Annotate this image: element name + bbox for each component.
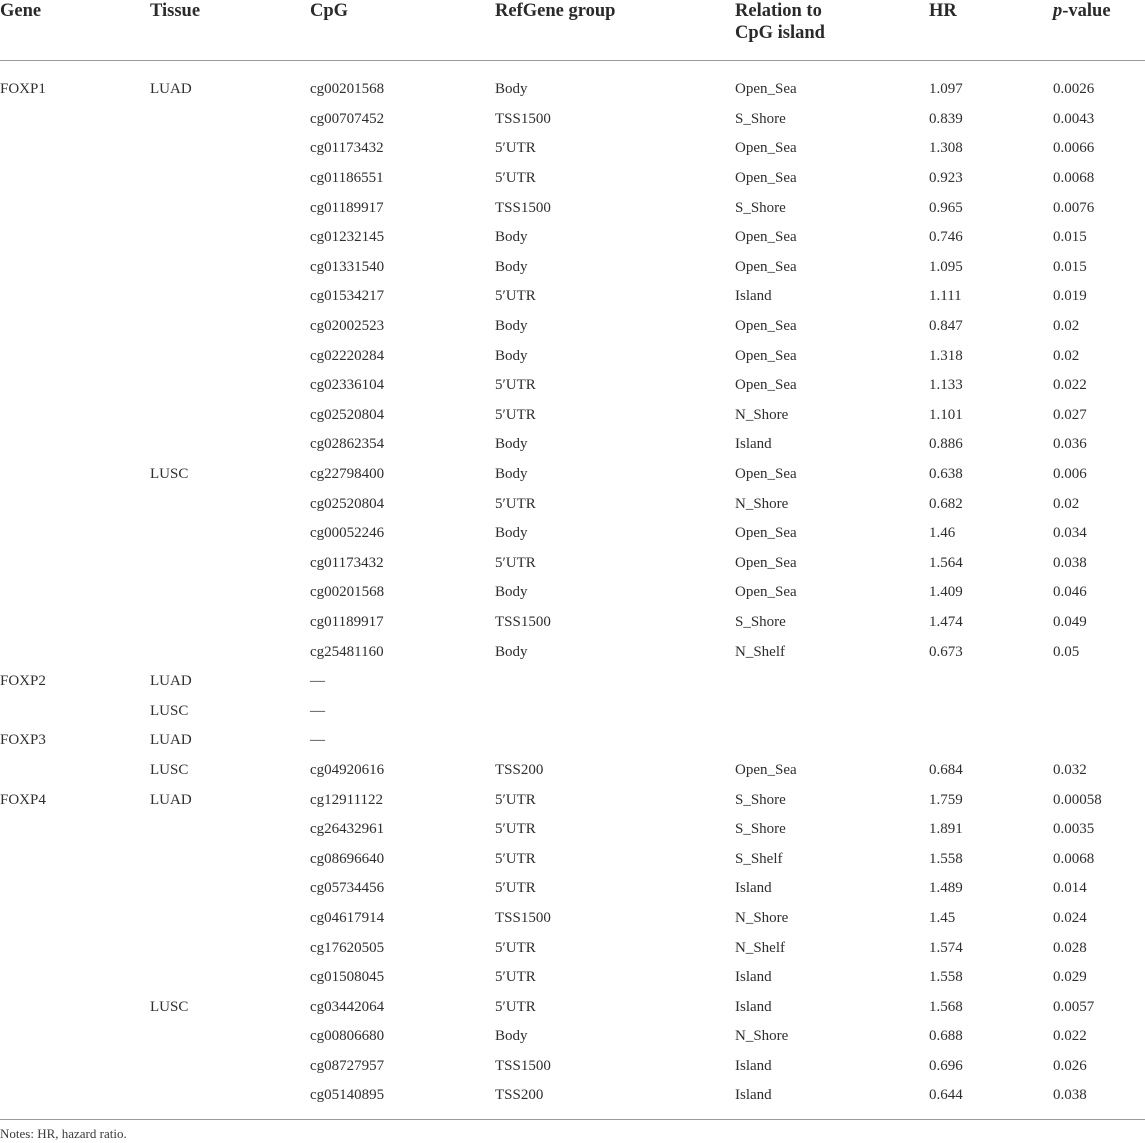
cell-p-value: 0.038 (1053, 554, 1087, 571)
cell-cpg: — (310, 732, 325, 749)
cell-relation: Open_Sea (735, 81, 797, 98)
cell-gene (0, 430, 150, 460)
cell-tissue (150, 844, 310, 874)
table-row (0, 874, 1145, 904)
cell-relation: Open_Sea (735, 347, 797, 364)
cell-hr: 0.644 (929, 1087, 963, 1104)
cell-p-value: 0.0076 (1053, 199, 1095, 216)
cell-refgene-group (495, 726, 735, 756)
cell-hr: 1.095 (929, 258, 963, 275)
cell-relation: Open_Sea (735, 466, 797, 483)
cell-p-value: 0.049 (1053, 613, 1087, 630)
cell-refgene-group: Body (495, 643, 528, 660)
cell-hr: 1.489 (929, 880, 963, 897)
cell-tissue (150, 489, 310, 519)
table-row (0, 430, 1145, 460)
cell-refgene-group: Body (495, 466, 528, 483)
cell-tissue (150, 874, 310, 904)
cell-hr: 0.696 (929, 1057, 963, 1074)
cell-gene (0, 578, 150, 608)
header-hr: HR (929, 0, 1053, 61)
cell-gene: FOXP2 (0, 673, 46, 690)
cell-refgene-group: TSS200 (495, 1087, 544, 1104)
cell-relation: S_Shore (735, 199, 786, 216)
cell-hr: 0.839 (929, 110, 963, 127)
cell-refgene-group: Body (495, 258, 528, 275)
table-row (0, 193, 1145, 223)
table-notes: Notes: HR, hazard ratio. (0, 1126, 127, 1141)
cell-tissue: LUSC (150, 998, 189, 1015)
cell-hr: 0.886 (929, 436, 963, 453)
cell-cpg: cg00052246 (310, 525, 385, 542)
cell-gene: FOXP3 (0, 732, 46, 749)
cell-refgene-group: 5′UTR (495, 791, 536, 808)
cell-gene (0, 253, 150, 283)
cell-hr: 1.133 (929, 377, 963, 394)
cell-refgene-group: 5′UTR (495, 880, 536, 897)
cell-tissue (150, 1052, 310, 1082)
cell-gene (0, 341, 150, 371)
table-body (0, 61, 1145, 1115)
cell-cpg: cg25481160 (310, 643, 384, 660)
cell-tissue (150, 1081, 310, 1115)
cell-p-value (1053, 696, 1145, 726)
cell-relation: N_Shelf (735, 939, 785, 956)
cell-gene (0, 756, 150, 786)
cell-p-value: 0.02 (1053, 347, 1080, 364)
cell-relation: Open_Sea (735, 525, 797, 542)
cell-tissue (150, 253, 310, 283)
cell-cpg: cg05140895 (310, 1087, 385, 1104)
table-row (0, 282, 1145, 312)
cell-tissue (150, 312, 310, 342)
cell-p-value: 0.00058 (1053, 791, 1102, 808)
cell-hr: 0.965 (929, 199, 963, 216)
cell-tissue (150, 134, 310, 164)
table-row (0, 785, 1145, 815)
cell-relation: Island (735, 969, 772, 986)
cell-cpg: cg03442064 (310, 998, 385, 1015)
cell-cpg: cg01232145 (310, 229, 385, 246)
cell-tissue (150, 193, 310, 223)
cell-refgene-group: TSS200 (495, 761, 544, 778)
cell-gene (0, 1081, 150, 1115)
table-row (0, 696, 1145, 726)
cell-cpg: cg01189917 (310, 613, 384, 630)
cell-refgene-group: Body (495, 347, 528, 364)
cell-cpg: — (310, 702, 325, 719)
cell-hr: 1.111 (929, 288, 962, 305)
cell-tissue (150, 963, 310, 993)
cell-p-value: 0.046 (1053, 584, 1087, 601)
cell-hr: 1.558 (929, 969, 963, 986)
header-cpg: CpG (310, 0, 495, 61)
table-row (0, 105, 1145, 135)
cell-gene (0, 874, 150, 904)
cell-refgene-group: 5′UTR (495, 850, 536, 867)
cell-cpg: cg00806680 (310, 1028, 385, 1045)
cell-relation: S_Shore (735, 110, 786, 127)
cell-relation: Island (735, 1057, 772, 1074)
cell-gene (0, 549, 150, 579)
cell-refgene-group: Body (495, 81, 528, 98)
cell-tissue: LUSC (150, 761, 189, 778)
cell-refgene-group: 5′UTR (495, 939, 536, 956)
cell-p-value: 0.014 (1053, 880, 1087, 897)
cell-p-value (1053, 667, 1145, 697)
cell-p-value: 0.0026 (1053, 81, 1095, 98)
cell-refgene-group: TSS1500 (495, 909, 551, 926)
cell-refgene-group: 5′UTR (495, 495, 536, 512)
table-row (0, 1052, 1145, 1082)
table-row (0, 1081, 1145, 1115)
cell-gene (0, 963, 150, 993)
cell-hr: 1.46 (929, 525, 956, 542)
table-row (0, 1022, 1145, 1052)
cell-relation: N_Shore (735, 495, 789, 512)
table-row (0, 489, 1145, 519)
cell-refgene-group: 5′UTR (495, 998, 536, 1015)
table-row (0, 844, 1145, 874)
cell-gene (0, 223, 150, 253)
cell-refgene-group: 5′UTR (495, 969, 536, 986)
cell-hr: 0.638 (929, 466, 963, 483)
cell-cpg: cg01186551 (310, 170, 384, 187)
table-row (0, 401, 1145, 431)
cell-gene (0, 696, 150, 726)
cell-p-value: 0.015 (1053, 258, 1087, 275)
cell-cpg: cg01173432 (310, 554, 384, 571)
cell-gene (0, 1022, 150, 1052)
cell-p-value: 0.038 (1053, 1087, 1087, 1104)
table-row (0, 578, 1145, 608)
cell-hr: 1.409 (929, 584, 963, 601)
cell-relation (735, 696, 929, 726)
table-row (0, 549, 1145, 579)
cell-gene (0, 105, 150, 135)
cell-hr: 0.847 (929, 318, 963, 335)
cell-gene (0, 992, 150, 1022)
header-row (0, 0, 1145, 61)
cell-hr: 0.923 (929, 170, 963, 187)
cell-hr: 1.097 (929, 81, 963, 98)
cell-cpg: cg01189917 (310, 199, 384, 216)
cell-refgene-group: TSS1500 (495, 1057, 551, 1074)
cell-relation: Open_Sea (735, 377, 797, 394)
cell-refgene-group (495, 667, 735, 697)
cell-cpg: cg00707452 (310, 110, 385, 127)
cell-refgene-group: TSS1500 (495, 110, 551, 127)
cell-gene: FOXP4 (0, 791, 46, 808)
cell-cpg: cg04617914 (310, 909, 385, 926)
cell-gene (0, 401, 150, 431)
cell-relation: N_Shelf (735, 643, 785, 660)
table-row (0, 460, 1145, 490)
cell-tissue (150, 904, 310, 934)
cell-hr: 1.308 (929, 140, 963, 157)
header-relation-line2: CpG island (735, 23, 825, 43)
cell-cpg: cg02520804 (310, 406, 385, 423)
cell-relation: S_Shore (735, 613, 786, 630)
cell-hr (929, 726, 1053, 756)
cell-refgene-group: 5′UTR (495, 554, 536, 571)
cell-cpg: cg02336104 (310, 377, 385, 394)
table-row (0, 134, 1145, 164)
cell-tissue (150, 430, 310, 460)
cell-refgene-group: 5′UTR (495, 377, 536, 394)
cell-p-value: 0.006 (1053, 466, 1087, 483)
cell-p-value: 0.0068 (1053, 170, 1095, 187)
cell-relation: Open_Sea (735, 140, 797, 157)
cell-tissue (150, 519, 310, 549)
cell-cpg: cg01331540 (310, 258, 385, 275)
cell-gene (0, 1052, 150, 1082)
cell-hr (929, 667, 1053, 697)
cell-relation (735, 667, 929, 697)
cell-tissue (150, 578, 310, 608)
cell-refgene-group (495, 696, 735, 726)
cell-relation: N_Shore (735, 406, 789, 423)
cell-tissue (150, 1022, 310, 1052)
cell-refgene-group: Body (495, 318, 528, 335)
cell-relation: N_Shore (735, 909, 789, 926)
cell-cpg: cg01508045 (310, 969, 385, 986)
table-row (0, 519, 1145, 549)
cell-hr: 1.318 (929, 347, 963, 364)
header-p-italic: p (1053, 1, 1063, 21)
cell-cpg: cg12911122 (310, 791, 384, 808)
cell-hr: 1.891 (929, 821, 963, 838)
table-row (0, 164, 1145, 194)
cell-tissue (150, 282, 310, 312)
cell-cpg: cg17620505 (310, 939, 385, 956)
cell-hr: 1.568 (929, 998, 963, 1015)
cell-cpg: cg01173432 (310, 140, 384, 157)
cell-p-value (1053, 726, 1145, 756)
table-row (0, 933, 1145, 963)
cell-p-value: 0.022 (1053, 1028, 1087, 1045)
cell-gene (0, 164, 150, 194)
cell-relation: S_Shore (735, 821, 786, 838)
cell-p-value: 0.032 (1053, 761, 1087, 778)
cell-p-value: 0.024 (1053, 909, 1087, 926)
cell-tissue: LUAD (150, 673, 192, 690)
cell-refgene-group: Body (495, 525, 528, 542)
cell-gene (0, 312, 150, 342)
cell-p-value: 0.02 (1053, 318, 1080, 335)
header-gene: Gene (0, 0, 150, 61)
table-row (0, 726, 1145, 756)
cell-tissue (150, 371, 310, 401)
cell-p-value: 0.028 (1053, 939, 1087, 956)
cell-relation (735, 726, 929, 756)
cell-relation: S_Shore (735, 791, 786, 808)
header-p-value (1053, 0, 1145, 61)
cell-cpg: cg08727957 (310, 1057, 385, 1074)
cell-p-value: 0.026 (1053, 1057, 1087, 1074)
cell-p-value: 0.015 (1053, 229, 1087, 246)
table-header (0, 0, 1145, 61)
cell-cpg: cg04920616 (310, 761, 385, 778)
cell-gene (0, 904, 150, 934)
cell-hr: 1.564 (929, 554, 963, 571)
cell-tissue (150, 164, 310, 194)
cell-refgene-group: Body (495, 229, 528, 246)
cell-tissue (150, 401, 310, 431)
cell-p-value: 0.05 (1053, 643, 1080, 660)
cell-cpg: cg02862354 (310, 436, 385, 453)
cell-hr: 1.759 (929, 791, 963, 808)
cell-relation: S_Shelf (735, 850, 783, 867)
cell-gene (0, 193, 150, 223)
cell-hr: 0.688 (929, 1028, 963, 1045)
cell-tissue (150, 933, 310, 963)
cell-relation: Island (735, 998, 772, 1015)
table-row (0, 223, 1145, 253)
cell-tissue (150, 341, 310, 371)
cell-cpg: cg22798400 (310, 466, 385, 483)
cell-p-value: 0.0068 (1053, 850, 1095, 867)
cell-relation: Open_Sea (735, 170, 797, 187)
table-row (0, 61, 1145, 105)
cell-p-value: 0.029 (1053, 969, 1087, 986)
cell-hr: 1.101 (929, 406, 963, 423)
cell-cpg: cg26432961 (310, 821, 385, 838)
cell-tissue (150, 637, 310, 667)
cell-gene (0, 134, 150, 164)
cell-tissue (150, 223, 310, 253)
cell-tissue: LUAD (150, 791, 192, 808)
cell-hr: 0.673 (929, 643, 963, 660)
cell-hr: 0.746 (929, 229, 963, 246)
table-row (0, 637, 1145, 667)
table-row (0, 756, 1145, 786)
cell-cpg: cg01534217 (310, 288, 385, 305)
cell-gene (0, 844, 150, 874)
cell-hr (929, 696, 1053, 726)
cell-gene (0, 933, 150, 963)
cell-p-value: 0.0043 (1053, 110, 1095, 127)
cell-cpg: cg02520804 (310, 495, 385, 512)
cell-cpg: cg02002523 (310, 318, 385, 335)
table-row (0, 992, 1145, 1022)
cell-refgene-group: TSS1500 (495, 613, 551, 630)
cell-gene (0, 637, 150, 667)
cell-relation: Island (735, 288, 772, 305)
cell-relation: Open_Sea (735, 554, 797, 571)
cell-tissue (150, 608, 310, 638)
cell-gene (0, 282, 150, 312)
cell-tissue: LUAD (150, 732, 192, 749)
cell-refgene-group: 5′UTR (495, 821, 536, 838)
cell-relation: Open_Sea (735, 318, 797, 335)
cell-tissue (150, 815, 310, 845)
table-row (0, 371, 1145, 401)
cell-cpg: cg05734456 (310, 880, 385, 897)
cell-gene (0, 371, 150, 401)
cell-tissue (150, 105, 310, 135)
cell-hr: 0.684 (929, 761, 963, 778)
cell-gene (0, 519, 150, 549)
cell-p-value: 0.022 (1053, 377, 1087, 394)
cell-p-value: 0.02 (1053, 495, 1080, 512)
cell-gene: FOXP1 (0, 81, 46, 98)
header-relation-to-cpg-island (735, 0, 929, 61)
cell-gene (0, 608, 150, 638)
cell-relation: Open_Sea (735, 761, 797, 778)
cell-hr: 1.474 (929, 613, 963, 630)
cell-refgene-group: 5′UTR (495, 288, 536, 305)
cell-hr: 1.45 (929, 909, 956, 926)
cell-refgene-group: TSS1500 (495, 199, 551, 216)
cell-relation: Open_Sea (735, 229, 797, 246)
cell-relation: Open_Sea (735, 258, 797, 275)
cell-p-value: 0.036 (1053, 436, 1087, 453)
cell-refgene-group: 5′UTR (495, 406, 536, 423)
table-row (0, 608, 1145, 638)
cell-p-value: 0.034 (1053, 525, 1087, 542)
cell-relation: Island (735, 1087, 772, 1104)
cell-cpg: — (310, 673, 325, 690)
cell-cpg: cg00201568 (310, 81, 385, 98)
table-row (0, 815, 1145, 845)
table-bottom-rule (0, 1119, 1145, 1120)
cell-tissue: LUSC (150, 466, 189, 483)
cell-tissue (150, 549, 310, 579)
cell-relation: N_Shore (735, 1028, 789, 1045)
cell-relation: Open_Sea (735, 584, 797, 601)
cell-p-value: 0.027 (1053, 406, 1087, 423)
cell-cpg: cg02220284 (310, 347, 385, 364)
cell-cpg: cg08696640 (310, 850, 385, 867)
cell-refgene-group: Body (495, 584, 528, 601)
cell-gene (0, 460, 150, 490)
cell-hr: 0.682 (929, 495, 963, 512)
cell-hr: 1.558 (929, 850, 963, 867)
cell-refgene-group: Body (495, 436, 528, 453)
cell-refgene-group: Body (495, 1028, 528, 1045)
header-p-rest: -value (1062, 1, 1111, 21)
cell-refgene-group: 5′UTR (495, 140, 536, 157)
cell-tissue: LUSC (150, 702, 189, 719)
table-row (0, 341, 1145, 371)
cell-cpg: cg00201568 (310, 584, 385, 601)
table-row (0, 253, 1145, 283)
cell-relation: Island (735, 436, 772, 453)
cell-gene (0, 815, 150, 845)
table-row (0, 904, 1145, 934)
cell-hr: 1.574 (929, 939, 963, 956)
table-row (0, 312, 1145, 342)
header-tissue: Tissue (150, 0, 310, 61)
header-relation-line1: Relation to (735, 1, 822, 21)
cell-p-value: 0.0066 (1053, 140, 1095, 157)
header-refgene-group: RefGene group (495, 0, 735, 61)
table-row (0, 667, 1145, 697)
cell-refgene-group: 5′UTR (495, 170, 536, 187)
cell-p-value: 0.0057 (1053, 998, 1095, 1015)
cell-p-value: 0.0035 (1053, 821, 1095, 838)
cell-relation: Island (735, 880, 772, 897)
table-row (0, 963, 1145, 993)
cell-gene (0, 489, 150, 519)
cell-tissue: LUAD (150, 81, 192, 98)
cell-p-value: 0.019 (1053, 288, 1087, 305)
